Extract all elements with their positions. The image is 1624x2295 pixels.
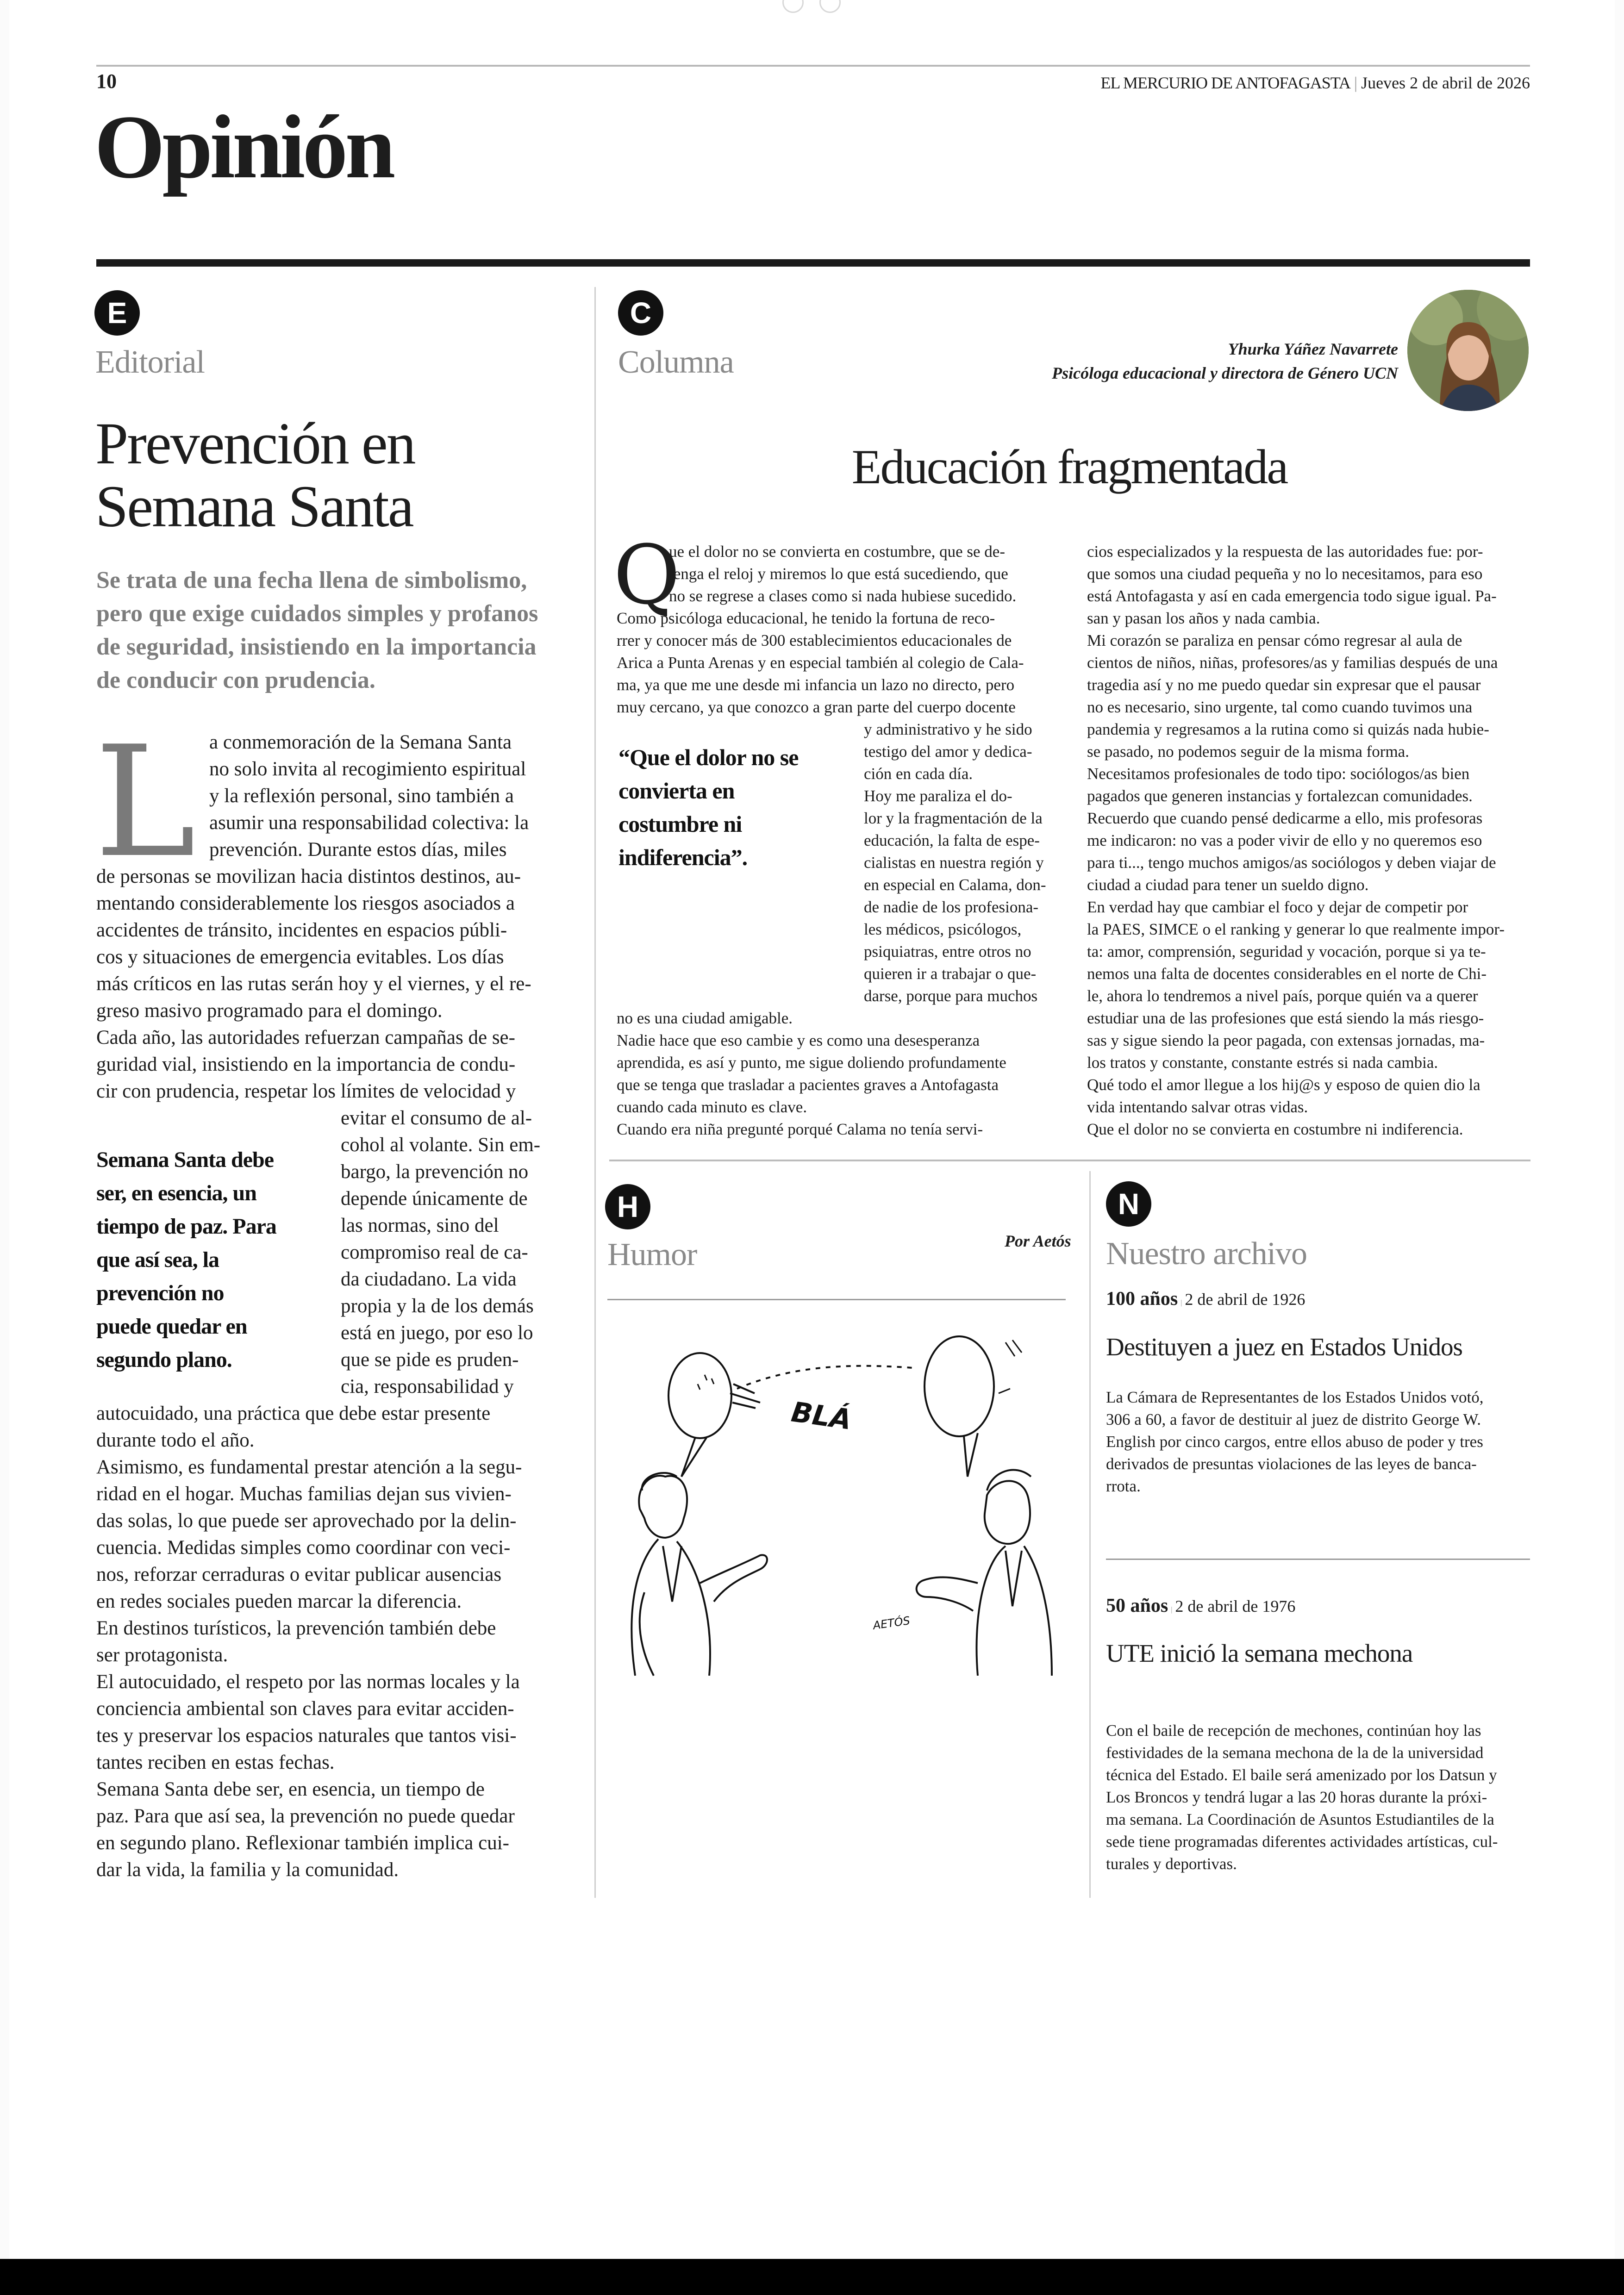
column-divider <box>1089 1171 1091 1898</box>
masthead-separator: | <box>1354 74 1358 92</box>
text-line: das solas, lo que puede ser aprovechado por la delin- <box>96 1510 517 1532</box>
text-line: y administrativo y he sido <box>864 720 1032 738</box>
column-label: Columna <box>618 344 734 380</box>
column-body-middle <box>864 718 1058 1007</box>
text-line: Arica a Punta Arenas y en especial también al colegio de Cala- <box>617 654 1024 672</box>
column-divider <box>594 287 596 1898</box>
editorial-label: Editorial <box>95 344 205 380</box>
text-line: Necesitamos profesionales de todo tipo: sociólogos/as bien <box>1087 765 1470 783</box>
text-line: Los Broncos y tendrá lugar a las 20 horas durante la próxi- <box>1106 1788 1487 1806</box>
text-line: ción en cada día. <box>864 765 973 783</box>
text-line: Con el baile de recepción de mechones, continúan hoy las <box>1106 1721 1481 1740</box>
text-line: en especial en Calama, don- <box>864 876 1046 894</box>
text-line: Cuando era niña pregunté porqué Calama no tenía servi- <box>617 1120 983 1138</box>
text-line: Semana Santa debe ser, en esencia, un tiempo de <box>96 1778 485 1800</box>
text-line: muy cercano, ya que conozco a gran parte del cuerpo docente <box>617 698 1016 716</box>
text-line: Mi corazón se paraliza en pensar cómo regresar al aula de <box>1087 631 1462 649</box>
text-line: ciudad a ciudad para tener un sueldo digno. <box>1087 876 1369 894</box>
text-line: mentando considerablemente los riesgos asociados a <box>96 892 515 914</box>
text-line: paz. Para que así sea, la prevención no puede quedar <box>96 1805 515 1827</box>
column-badge: C <box>618 290 663 336</box>
text-line: nos, reforzar cerraduras o evitar publicar ausencias <box>96 1564 502 1585</box>
text-line: Como psicóloga educacional, he tenido la fortuna de reco- <box>617 609 995 627</box>
archive-item-1-body <box>1106 1386 1532 1497</box>
pullquote-line: convierta en <box>618 778 735 804</box>
bottom-bar <box>0 2259 1624 2295</box>
right-speech-bubble <box>924 1336 994 1436</box>
text-line: la PAES, SIMCE o el ranking y generar lo que realmente impor- <box>1087 920 1505 938</box>
text-line: cientos de niños, niñas, profesores/as y familias después de una <box>1087 654 1498 672</box>
text-line: En destinos turísticos, la prevención también debe <box>96 1617 496 1639</box>
archive-item-1-meta: 100 años | 2 de abril de 1926 <box>1106 1288 1305 1310</box>
pullquote-line: puede quedar en <box>96 1314 247 1339</box>
humor-cartoon <box>607 1324 1066 1694</box>
text-line: lor y la fragmentación de la <box>864 809 1043 827</box>
text-line: compromiso real de ca- <box>341 1241 528 1263</box>
text-line: English por cinco cargos, entre ellos abuso de poder y tres <box>1106 1433 1483 1451</box>
text-line: de nadie de los profesiona- <box>864 898 1039 916</box>
humor-rule <box>607 1299 1066 1300</box>
text-line: sede tiene programadas diferentes actividades artísticas, cul- <box>1106 1833 1498 1851</box>
archive-divider <box>1106 1559 1530 1560</box>
left-figure-hand <box>700 1555 767 1602</box>
text-line: Hoy me paraliza el do- <box>864 787 1012 805</box>
text-line: no solo invita al recogimiento espiritual <box>209 758 526 780</box>
column-bottom-rule <box>609 1160 1530 1161</box>
text-line: durante todo el año. <box>96 1429 255 1451</box>
pullquote-line: que así sea, la <box>96 1247 219 1272</box>
text-line: cia, responsabilidad y <box>341 1376 514 1397</box>
text-line: san y pasan los años y nada cambia. <box>1087 609 1320 627</box>
text-line: quieren ir a trabajar o que- <box>864 965 1037 983</box>
text-line: a conmemoración de la Semana Santa <box>209 731 512 753</box>
text-line: dar la vida, la familia y la comunidad. <box>96 1859 399 1881</box>
section-title: Opinión <box>94 97 393 197</box>
text-line: Asimismo, es fundamental prestar atención a la segu- <box>96 1456 522 1478</box>
text-line: accidentes de tránsito, incidentes en espacios públi- <box>96 919 507 941</box>
pullquote-line: “Que el dolor no se <box>618 744 799 770</box>
pullquote-line: segundo plano. <box>96 1347 232 1372</box>
text-line: da ciudadano. La vida <box>341 1268 517 1290</box>
text-line: turales y deportivas. <box>1106 1855 1237 1873</box>
text-line: pandemia y regresamos a la rutina como si quizás nada hubie- <box>1087 720 1489 738</box>
archive-date: 2 de abril de 1926 <box>1185 1290 1305 1309</box>
newspaper-name: EL MERCURIO DE ANTOFAGASTA <box>1100 74 1350 92</box>
text-line: psiquiatras, entre otros no <box>864 942 1031 960</box>
editorial-body-top <box>96 729 559 1105</box>
text-line: se pasado, no podemos seguir de la misma forma. <box>1087 742 1409 761</box>
text-line: para ti..., tengo muchos amigos/as sociólogos y deben viajar de <box>1087 854 1496 872</box>
text-line: en redes sociales pueden marcar la diferencia. <box>96 1590 462 1612</box>
column-title: Educación fragmentada <box>851 440 1287 494</box>
humor-badge: H <box>605 1184 650 1229</box>
text-line: Qué todo el amor llegue a los hij@s y esposo de quien dio la <box>1087 1076 1480 1094</box>
text-line: testigo del amor y dedica- <box>864 742 1032 761</box>
pullquote-line: Semana Santa debe <box>96 1148 274 1172</box>
left-figure-body <box>631 1539 710 1676</box>
left-figure-head <box>639 1476 687 1538</box>
archive-item-2-body <box>1106 1720 1532 1875</box>
text-line: más críticos en las rutas serán hoy y el viernes, y el re- <box>96 973 531 995</box>
column-dropcap: Q <box>613 528 681 623</box>
right-bubble-tail <box>964 1433 978 1477</box>
text-line: ma semana. La Coordinación de Asuntos Estudiantiles de la <box>1106 1810 1494 1828</box>
editorial-title <box>95 412 558 538</box>
pullquote-line: tiempo de paz. Para <box>96 1214 276 1239</box>
text-line: Nadie hace que eso cambie y es como una desesperanza <box>617 1031 980 1049</box>
text-line: vida intentando salvar otras vidas. <box>1087 1098 1308 1116</box>
text-line: que se pide es pruden- <box>341 1349 519 1371</box>
text-line: los tratos y constante, constante estrés si nada cambia. <box>1087 1054 1438 1072</box>
text-line: Cada año, las autoridades refuerzan campañas de se- <box>96 1027 515 1048</box>
flying-word-arc <box>737 1366 913 1389</box>
header-rule <box>96 65 1530 67</box>
text-line: no es una ciudad amigable. <box>617 1009 793 1027</box>
humor-byline: Por Aetós <box>1005 1232 1071 1250</box>
text-line: que se tenga que trasladar a pacientes graves a Antofagasta <box>617 1076 999 1094</box>
text-line: rrota. <box>1106 1477 1141 1495</box>
author-role: Psicóloga educacional y directora de Género UCN <box>1052 364 1398 382</box>
text-line: ser protagonista. <box>96 1644 228 1666</box>
archive-headline: UTE inició la semana mechona <box>1106 1639 1413 1667</box>
pullquote-line: costumbre ni <box>618 811 742 837</box>
humor-label: Humor <box>607 1237 697 1272</box>
text-line: autocuidado, una práctica que debe estar presente <box>96 1403 491 1424</box>
archive-date: 2 de abril de 1976 <box>1175 1597 1296 1615</box>
text-line: cios especializados y la respuesta de las autoridades fue: por- <box>1087 543 1483 561</box>
text-line: que somos una ciudad pequeña y no lo necesitamos, para eso <box>1087 565 1483 583</box>
text-line: aprendida, es así y punto, me sigue doliendo profundamente <box>617 1054 1006 1072</box>
text-line: y la reflexión personal, sino también a <box>209 785 514 807</box>
humor-bubble-text: BLÁ <box>789 1396 854 1437</box>
right-figure-body <box>977 1546 1052 1676</box>
column-body-intro <box>669 541 1058 607</box>
archive-item-2-meta: 50 años | 2 de abril de 1976 <box>1106 1595 1296 1616</box>
editorial-pullquote <box>96 1143 328 1377</box>
column-author <box>972 337 1398 385</box>
text-line: tragedia así y no me puedo quedar sin expresar que el pausar <box>1087 676 1481 694</box>
humor-signature: AETÓS <box>872 1614 911 1632</box>
right-figure-hand <box>917 1577 978 1611</box>
column-body-bottom <box>617 1007 1061 1141</box>
text-line: estudiar una de las profesiones que está siendo la más riesgo- <box>1087 1009 1484 1027</box>
text-line: bargo, la prevención no <box>341 1161 529 1183</box>
pullquote-line: prevención no <box>96 1281 224 1305</box>
text-line: no se regrese a clases como si nada hubiese sucedido. <box>669 587 1017 605</box>
left-bubble-tail <box>681 1437 706 1477</box>
text-line: asumir una responsabilidad colectiva: la <box>209 812 529 834</box>
archive-years: 50 años <box>1106 1595 1168 1616</box>
archive-label: Nuestro archivo <box>1106 1236 1307 1272</box>
text-line: En verdad hay que cambiar el foco y dejar de competir por <box>1087 898 1468 916</box>
text-line: tantes reciben en estas fechas. <box>96 1752 335 1773</box>
text-line: está Antofagasta y así en cada emergencia todo sigue igual. Pa- <box>1087 587 1497 605</box>
text-line: cir con prudencia, respetar los límites de velocidad y <box>96 1080 516 1102</box>
text-line: derivados de presuntas violaciones de las leyes de banca- <box>1106 1455 1477 1473</box>
masthead <box>787 73 1530 93</box>
text-line: pagados que generen instancias y fortalezcan comunidades. <box>1087 787 1473 805</box>
text-line: festividades de la semana mechona de la de la universidad <box>1106 1744 1484 1762</box>
text-line: las normas, sino del <box>341 1215 499 1236</box>
text-line: cohol al volante. Sin em- <box>341 1134 541 1156</box>
text-line: cialistas en nuestra región y <box>864 854 1044 872</box>
archive-badge: N <box>1106 1181 1151 1227</box>
text-line: depende únicamente de <box>341 1188 528 1210</box>
column-body-top <box>617 607 1061 718</box>
text-line: ta: amor, comprensión, seguridad y vocación, porque si ya te- <box>1087 942 1486 960</box>
editorial-dropcap: L <box>94 713 196 891</box>
text-line: conciencia ambiental son claves para evitar acciden- <box>96 1698 514 1720</box>
page-number: 10 <box>96 70 117 93</box>
text-line: técnica del Estado. El baile será amenizado por los Datsun y <box>1106 1766 1497 1784</box>
editorial-title-line: Prevención en <box>95 411 415 476</box>
text-line: Que el dolor no se convierta en costumbre ni indiferencia. <box>1087 1120 1463 1138</box>
text-line: propia y la de los demás <box>341 1295 534 1317</box>
text-line: guridad vial, insistiendo en la importancia de condu- <box>96 1054 516 1075</box>
text-line: darse, porque para muchos <box>864 987 1038 1005</box>
text-line: Recuerdo que cuando pensé dedicarme a ello, mis profesoras <box>1087 809 1483 827</box>
pullquote-line: ser, en esencia, un <box>96 1181 256 1205</box>
editorial-body-middle <box>341 1105 558 1400</box>
author-photo-image <box>1407 290 1529 411</box>
text-line: en segundo plano. Reflexionar también implica cui- <box>96 1832 509 1854</box>
column-pullquote <box>618 741 850 874</box>
text-line: El autocuidado, el respeto por las normas locales y la <box>96 1671 520 1693</box>
editorial-subtitle: Se trata de una fecha llena de simbolismo, pero que exige cuidados simples y profanos de seguridad, insistiendo en la importancia de conducir con prudencia. <box>96 567 538 693</box>
text-line: educación, la falta de espe- <box>864 831 1040 849</box>
left-speech-bubble <box>668 1353 731 1438</box>
text-line: le, ahora lo tendremos a nivel país, porque quién va a querer <box>1087 987 1478 1005</box>
text-line: rrer y conocer más de 300 establecimientos educacionales de <box>617 631 1012 649</box>
archive-years: 100 años <box>1106 1288 1178 1310</box>
text-line: cos y situaciones de emergencia evitables. Los días <box>96 946 504 968</box>
right-figure-head <box>985 1481 1030 1544</box>
archive-headline: Destituyen a juez en Estados Unidos <box>1106 1333 1462 1361</box>
column-body-right <box>1087 541 1531 1141</box>
author-name: Yhurka Yáñez Navarrete <box>1228 340 1398 358</box>
text-line: prevención. Durante estos días, miles <box>209 839 507 861</box>
text-line: La Cámara de Representantes de los Estados Unidos votó, <box>1106 1388 1484 1406</box>
editorial-badge: E <box>94 290 140 336</box>
text-line: está en juego, por eso lo <box>341 1322 533 1344</box>
text-line: nemos una falta de docentes considerables en el norte de Chi- <box>1087 965 1487 983</box>
text-line: 306 a 60, a favor de destituir al juez de distrito George W. <box>1106 1410 1481 1428</box>
text-line: ridad en el hogar. Muchas familias dejan sus vivien- <box>96 1483 512 1505</box>
text-line: sas y sigue siendo la peor pagada, con extensas jornadas, ma- <box>1087 1031 1485 1049</box>
text-line: de personas se movilizan hacia distintos destinos, au- <box>96 866 521 887</box>
issue-date: Jueves 2 de abril de 2026 <box>1361 74 1530 92</box>
text-line: cuando cada minuto es clave. <box>617 1098 807 1116</box>
text-line: cuencia. Medidas simples como coordinar con veci- <box>96 1537 511 1559</box>
text-line: tenga el reloj y miremos lo que está sucediendo, que <box>669 565 1008 583</box>
text-line: ue el dolor no se convierta en costumbre, que se de- <box>669 543 1005 561</box>
text-line: tes y preservar los espacios naturales que tantos visi- <box>96 1725 517 1746</box>
text-line: les médicos, psicólogos, <box>864 920 1022 938</box>
text-line: evitar el consumo de al- <box>341 1107 532 1129</box>
text-line: me indicaron: no vas a poder vivir de ello y no queremos eso <box>1087 831 1482 849</box>
author-photo <box>1407 290 1529 411</box>
text-line: no es necesario, sino urgente, tal como cuando tuvimos una <box>1087 698 1473 716</box>
section-rule <box>96 259 1530 267</box>
editorial-title-line: Semana Santa <box>95 474 413 539</box>
text-line: greso masivo programado para el domingo. <box>96 1000 443 1022</box>
editorial-body-bottom <box>96 1400 559 1883</box>
text-line: ma, ya que me une desde mi infancia un lazo no directo, pero <box>617 676 1015 694</box>
pullquote-line: indiferencia”. <box>618 844 748 870</box>
